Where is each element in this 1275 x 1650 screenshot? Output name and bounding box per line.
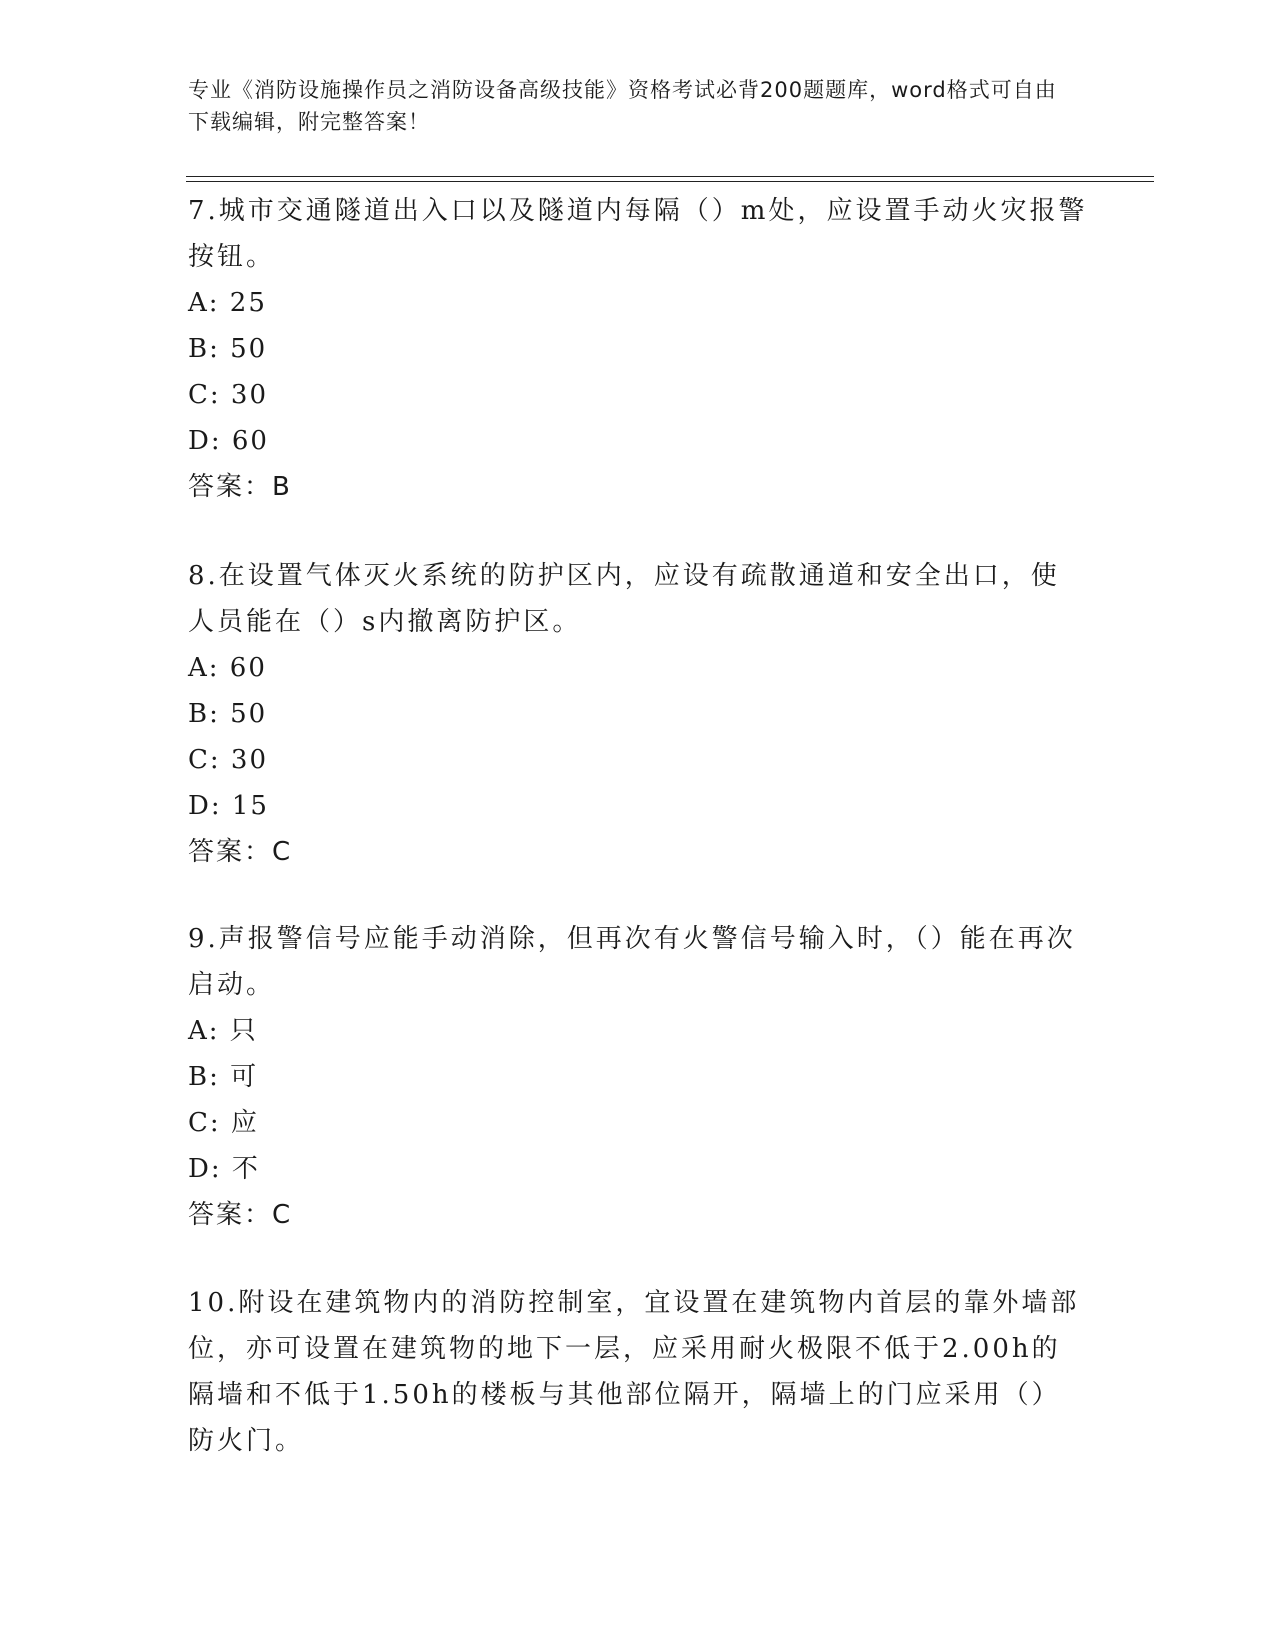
option-d: D: 不 bbox=[188, 1154, 260, 1184]
answer-line: 答案：C bbox=[188, 1200, 293, 1230]
option-b: B: 50 bbox=[188, 334, 268, 364]
question-10 bbox=[188, 1280, 1088, 1464]
option-d: D: 15 bbox=[188, 791, 269, 821]
option-a: A: 只 bbox=[188, 1016, 258, 1046]
option-a: A: 60 bbox=[188, 653, 267, 683]
option-d: D: 60 bbox=[188, 426, 269, 456]
question-text: 9.声报警信号应能手动消除，但再次有火警信号输入时，（）能在再次启动。 bbox=[188, 924, 1076, 1000]
question-9 bbox=[188, 916, 1088, 1238]
header-divider-bottom bbox=[186, 181, 1154, 182]
header-divider-top bbox=[186, 176, 1154, 177]
option-c: C: 应 bbox=[188, 1108, 259, 1138]
option-a: A: 25 bbox=[188, 288, 267, 318]
document-header: 专业《消防设施操作员之消防设备高级技能》资格考试必背200题题库，word格式可自由下载编辑，附完整答案！ bbox=[188, 78, 1057, 134]
answer-line: 答案：B bbox=[188, 472, 292, 502]
answer-line: 答案：C bbox=[188, 837, 293, 867]
option-b: B: 可 bbox=[188, 1062, 259, 1092]
question-text: 8.在设置气体灭火系统的防护区内，应设有疏散通道和安全出口，使人员能在（）s内撤离防护区。 bbox=[188, 561, 1060, 637]
option-b: B: 50 bbox=[188, 699, 268, 729]
option-c: C: 30 bbox=[188, 380, 269, 410]
option-c: C: 30 bbox=[188, 745, 269, 775]
question-7 bbox=[188, 188, 1088, 510]
question-8 bbox=[188, 553, 1088, 875]
question-text: 7.城市交通隧道出入口以及隧道内每隔（）m处，应设置手动火灾报警按钮。 bbox=[188, 196, 1088, 272]
question-text: 10.附设在建筑物内的消防控制室，宜设置在建筑物内首层的靠外墙部位，亦可设置在建筑物的地下一层，应采用耐火极限不低于2.00h的隔墙和不低于1.50h的楼板与其他部位隔开，隔墙上的门应采用（）防火门。 bbox=[188, 1288, 1080, 1456]
